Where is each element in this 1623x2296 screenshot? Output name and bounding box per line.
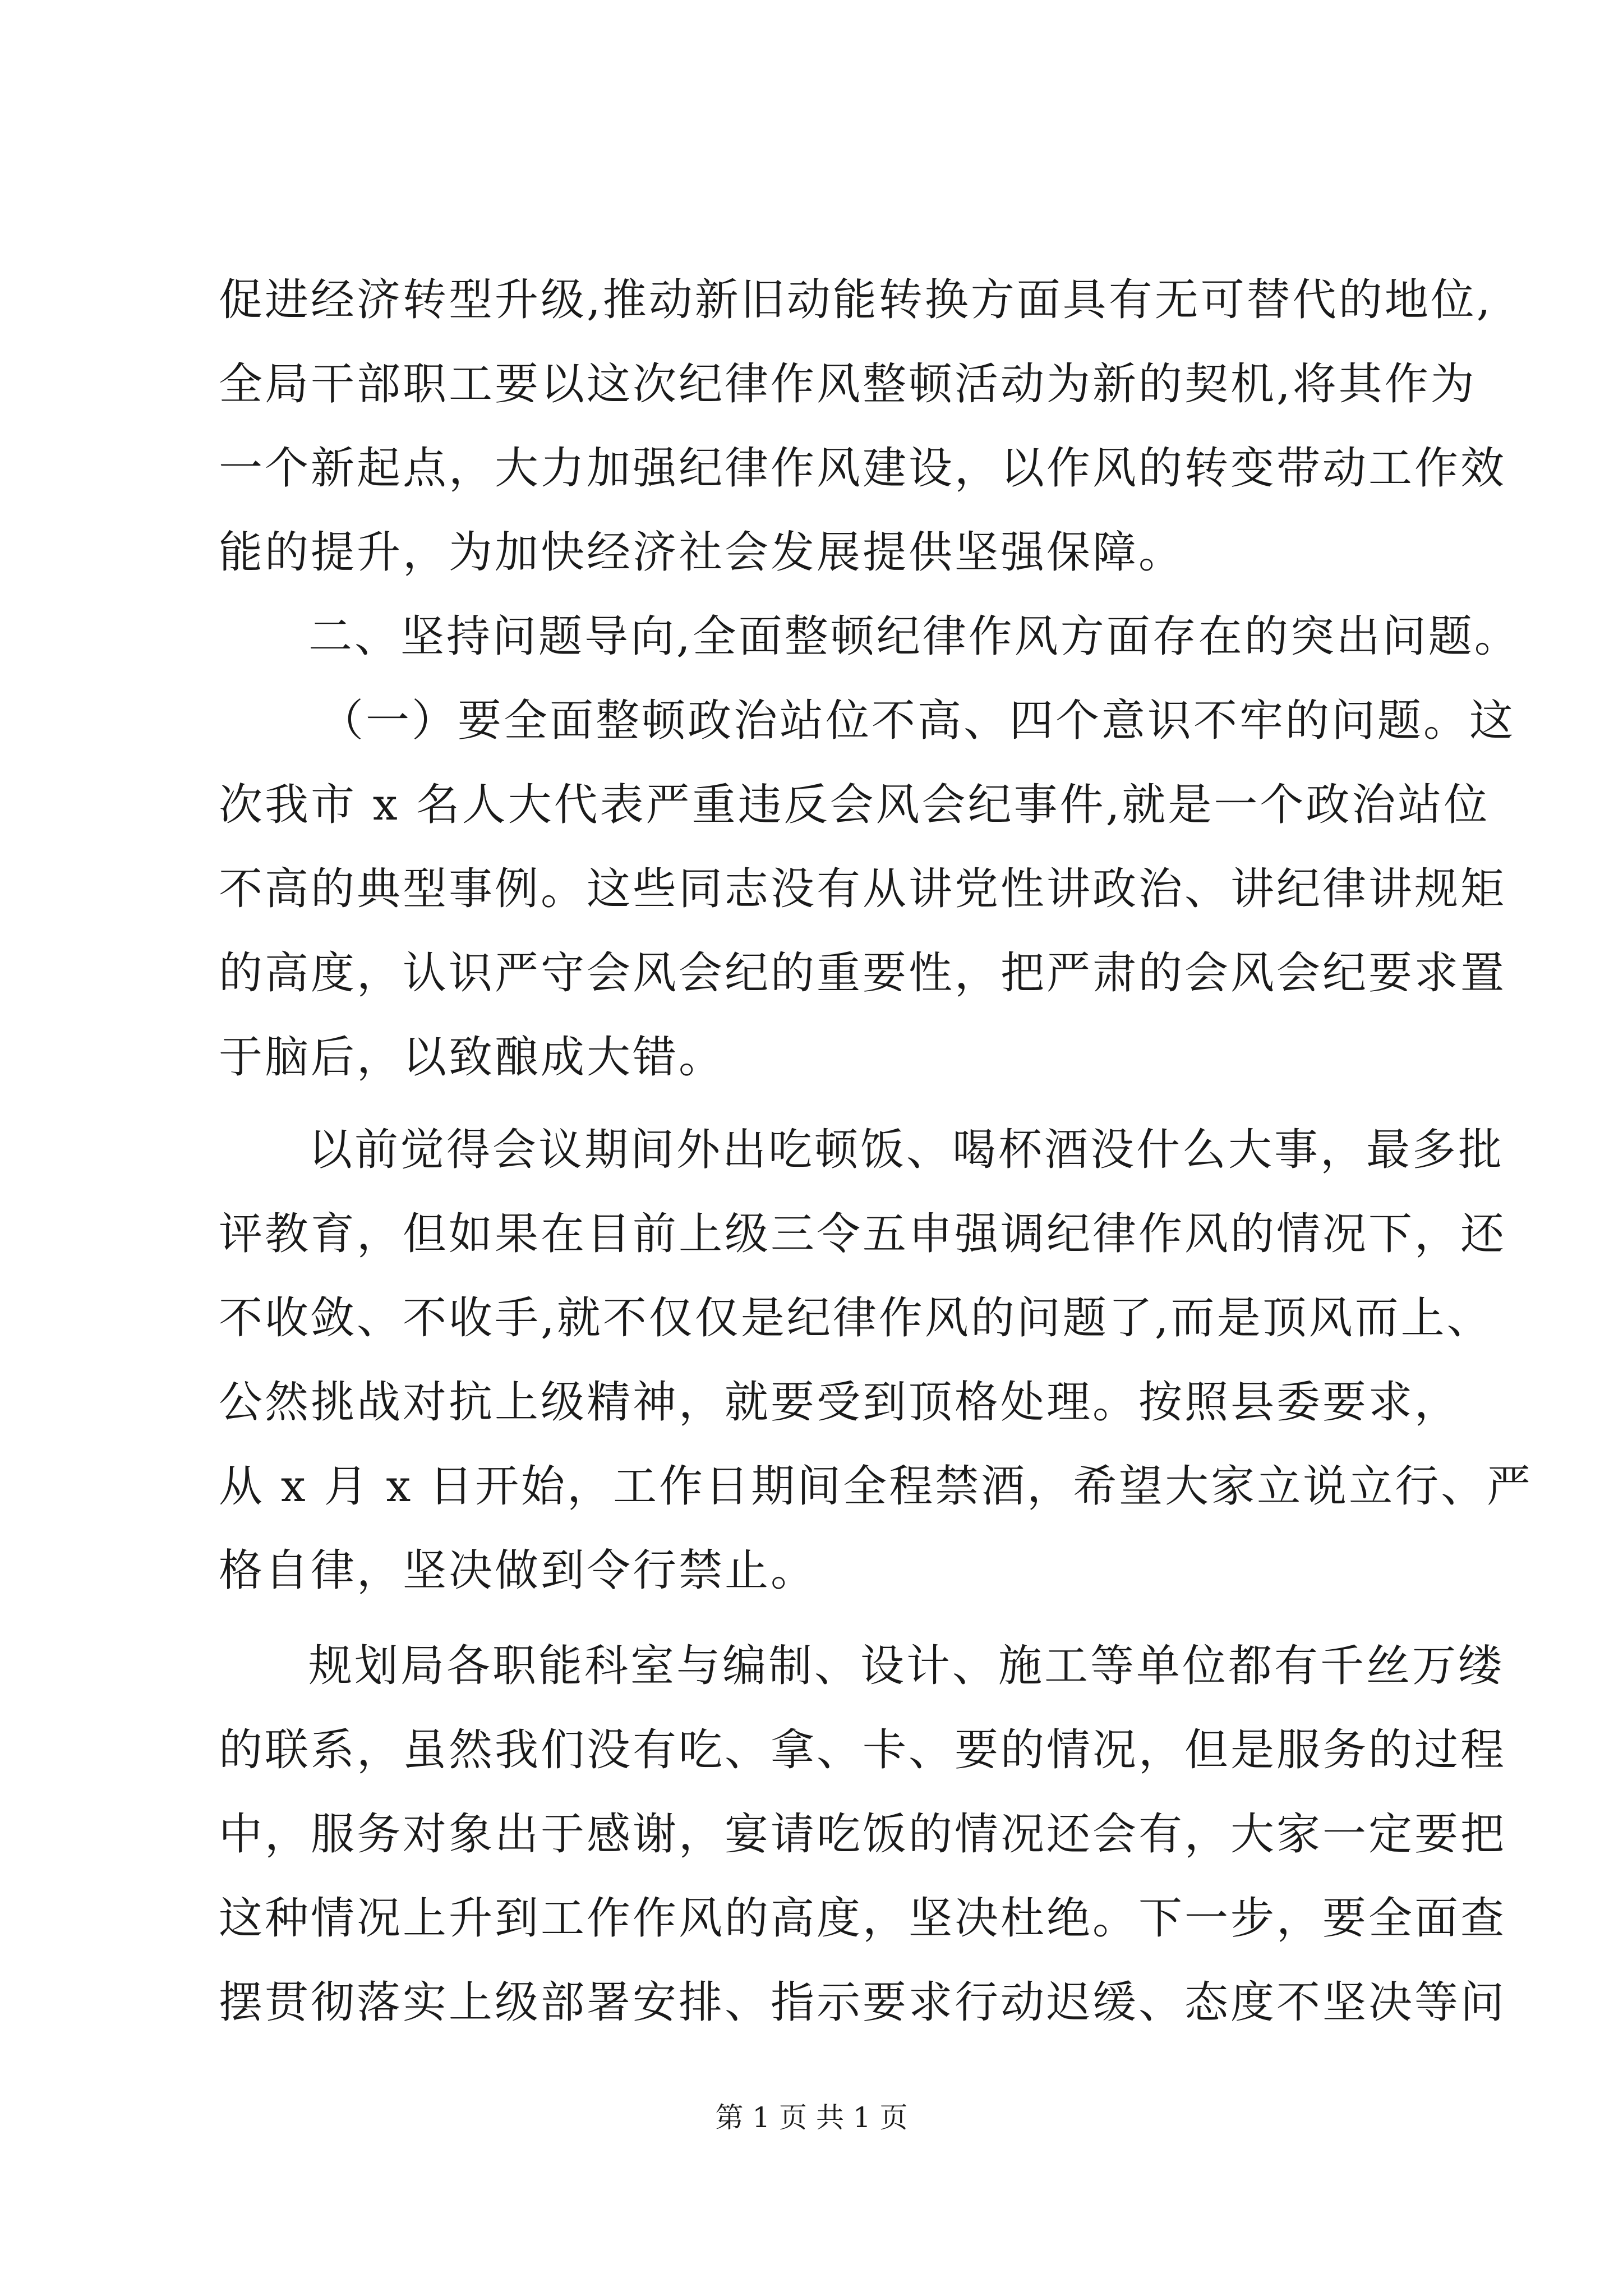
paragraph-line: 以前觉得会议期间外出吃顿饭、喝杯酒没什么大事，最多批 [308,1125,1505,1175]
paragraph-line: 从 x 月 x 日开始，工作日期间全程禁酒，希望大家立说立行、严 [219,1461,1533,1512]
paragraph-line: 不收敛、不收手,就不仅仅是纪律作风的问题了,而是顶风而上、 [219,1293,1493,1343]
paragraph-line: 次我市 x 名人大代表严重违反会风会纪事件,就是一个政治站位 [219,780,1490,830]
paragraph-line: 于脑后，以致酿成大错。 [219,1032,725,1083]
subsection-heading: （一）要全面整顿政治站位不高、四个意识不牢的问题。这 [320,696,1516,746]
paragraph-line: 的高度，认识严守会风会纪的重要性，把严肃的会风会纪要求置 [219,948,1507,999]
paragraph-line: 不高的典型事例。这些同志没有从讲党性讲政治、讲纪律讲规矩 [219,864,1507,914]
paragraph-line: 促进经济转型升级,推动新旧动能转换方面具有无可替代的地位, [219,275,1493,325]
paragraph-line: 中，服务对象出于感谢，宴请吃饭的情况还会有，大家一定要把 [219,1809,1507,1860]
paragraph-line: 全局干部职工要以这次纪律作风整顿活动为新的契机,将其作为 [219,359,1477,409]
paragraph-line: 摆贯彻落实上级部署安排、指示要求行动迟缓、态度不坚决等问 [219,1977,1507,2028]
paragraph-line: 公然挑战对抗上级精神，就要受到顶格处理。按照县委要求， [219,1377,1461,1428]
paragraph-line: 规划局各职能科室与编制、设计、施工等单位都有千丝万缕 [308,1641,1505,1691]
section-heading: 二、坚持问题导向,全面整顿纪律作风方面存在的突出问题。 [308,611,1520,662]
paragraph-line: 的联系，虽然我们没有吃、拿、卡、要的情况，但是服务的过程 [219,1725,1507,1775]
paragraph-line: 这种情况上升到工作作风的高度，坚决杜绝。下一步，要全面查 [219,1893,1507,1944]
paragraph-line: 能的提升，为加快经济社会发展提供坚强保障。 [219,527,1185,578]
paragraph-line: 评教育，但如果在目前上级三令五申强调纪律作风的情况下，还 [219,1209,1507,1259]
page-number-footer: 第 1 页 共 1 页 [715,2101,908,2134]
paragraph-line: 一个新起点，大力加强纪律作风建设，以作风的转变带动工作效 [219,443,1507,494]
paragraph-line: 格自律，坚决做到令行禁止。 [219,1545,817,1596]
